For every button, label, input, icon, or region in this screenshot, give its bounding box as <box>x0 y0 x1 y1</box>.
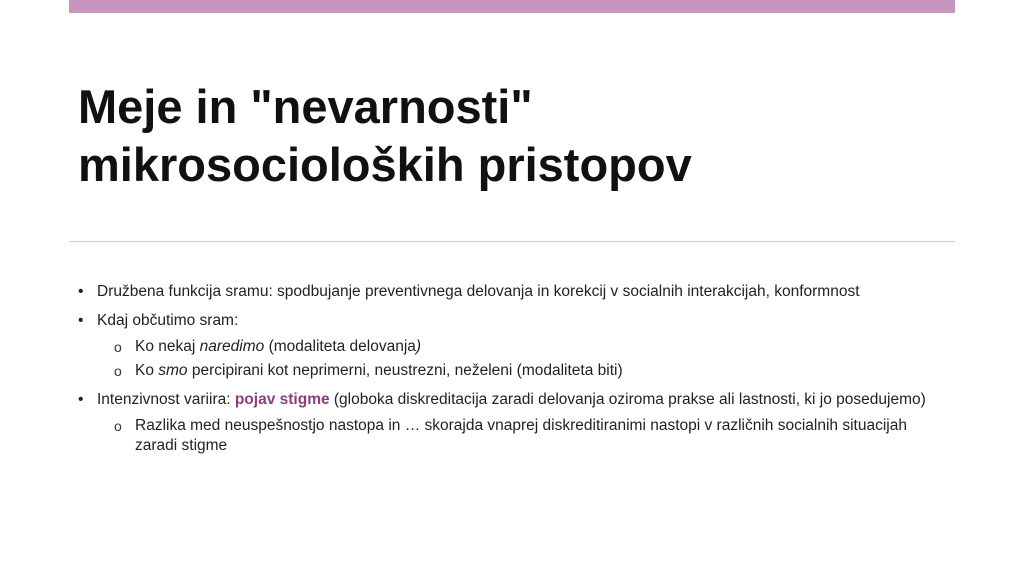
title-divider <box>69 241 955 242</box>
sub-text-pre: Ko nekaj <box>135 338 200 355</box>
sub-text-emphasis: smo <box>158 362 188 379</box>
slide-title-line-1: Meje in "nevarnosti" <box>78 80 533 133</box>
top-accent-bar <box>69 0 955 13</box>
sub-text-3-1: Razlika med neuspešnostjo nastopa in … skorajda vnaprej diskreditiranimi nastopi v različnih socialnih situacijah zaradi stigme <box>135 417 907 454</box>
sub-text-post: modaliteta delovanja <box>273 338 416 355</box>
sub-text-end: ) <box>415 338 422 355</box>
sub-text-post: percipirani kot neprimerni, neustrezni, neželeni (modaliteta biti) <box>187 362 623 379</box>
sub-bullet-item-2-2 <box>78 361 948 381</box>
bullet-marker: • <box>78 312 84 329</box>
bullet-text-3-pre: Intenzivnost variira: <box>97 391 235 408</box>
bullet-text-1: Družbena funkcija sramu: spodbujanje preventivnega delovanja in korekcij v socialnih interakcijah, konformnost <box>97 283 860 300</box>
bullet-item-2 <box>78 311 948 331</box>
slide-title-line-2: mikrosocioloških pristopov <box>78 138 692 191</box>
sub-bullet-item-2-1 <box>78 337 948 357</box>
sub-text-mid: ( <box>264 338 274 355</box>
bullet-marker: • <box>78 391 84 408</box>
highlighted-term: pojav stigme <box>234 391 330 408</box>
sub-text-pre: Ko <box>135 362 159 379</box>
sub-bullet-marker: o <box>114 363 122 379</box>
bullet-marker: • <box>78 283 84 300</box>
bullet-list <box>78 282 948 456</box>
bullet-text-3-post: (globoka diskreditacija zaradi delovanja oziroma prakse ali lastnosti, ki jo posedujemo) <box>329 391 926 408</box>
slide-title <box>78 78 938 194</box>
sub-bullet-item-3-1 <box>78 416 915 456</box>
bullet-item-3 <box>78 390 948 410</box>
sub-bullet-marker: o <box>114 418 122 434</box>
sub-text-emphasis: naredimo <box>199 338 265 355</box>
sub-bullet-marker: o <box>114 339 122 355</box>
bullet-item-1 <box>78 282 948 302</box>
bullet-text-2: Kdaj občutimo sram: <box>97 312 239 329</box>
